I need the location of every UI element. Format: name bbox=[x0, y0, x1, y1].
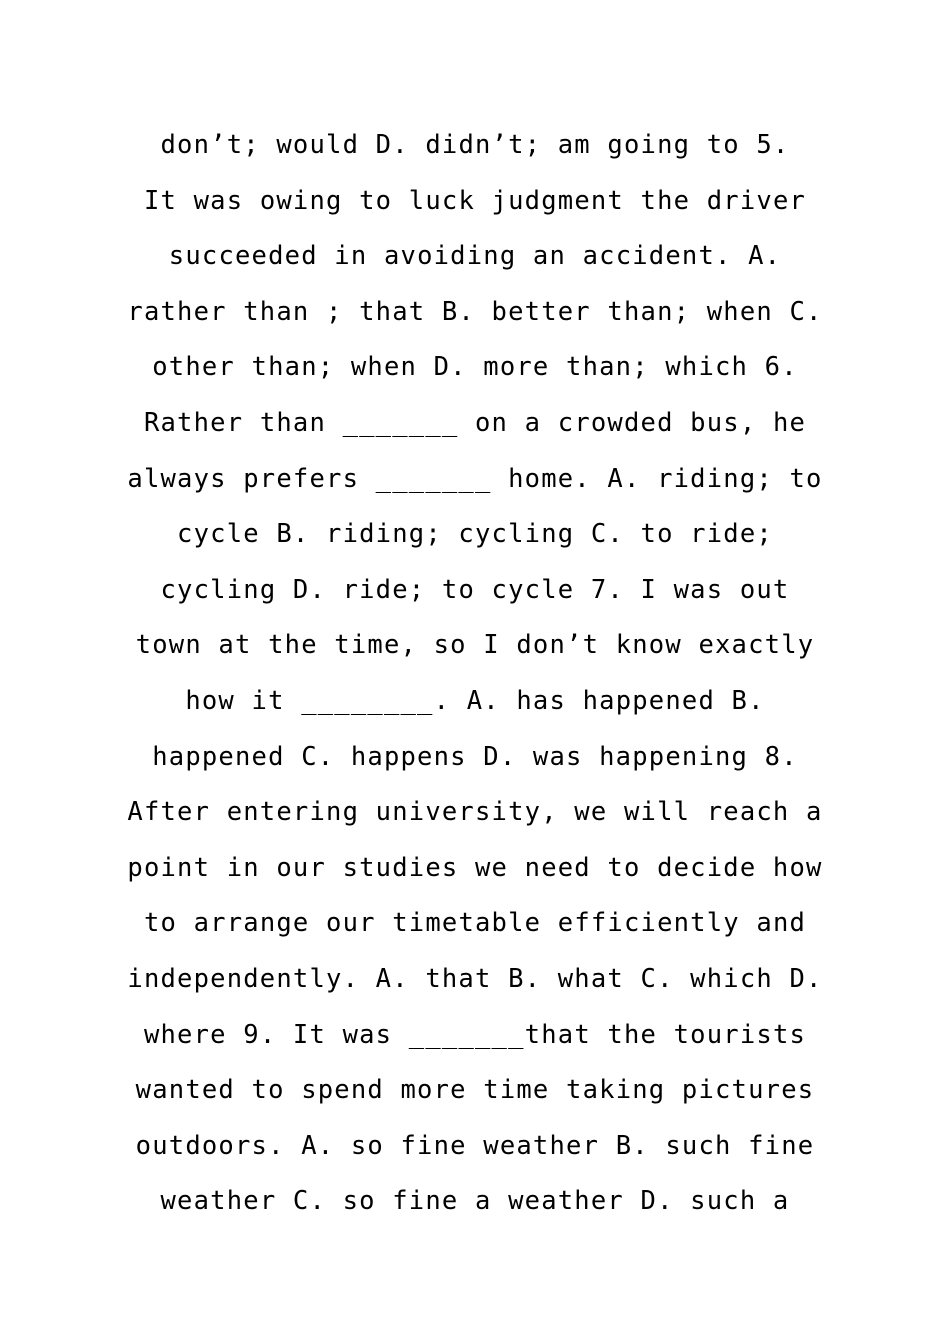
text-line: rather than ; that B. better than; when C. bbox=[127, 296, 823, 327]
text-line: outdoors. A. so fine weather B. such fine bbox=[135, 1130, 815, 1161]
text-line: weather C. so fine a weather D. such a bbox=[160, 1186, 790, 1217]
text-line: where 9. It was _______that the tourists bbox=[143, 1019, 807, 1050]
document-text bbox=[120, 118, 830, 1230]
text-line: succeeded in avoiding an accident. A. bbox=[168, 241, 782, 272]
text-line: happened C. happens D. was happening 8. bbox=[152, 741, 798, 772]
text-line: how it ________. A. has happened B. bbox=[185, 685, 765, 716]
text-line: don’t; would D. didn’t; am going to 5. bbox=[160, 130, 790, 160]
text-line: It was owing to luck judgment the driver bbox=[143, 185, 807, 216]
text-line: cycle B. riding; cycling C. to ride; bbox=[177, 519, 773, 550]
text-line: independently. A. that B. what C. which D. bbox=[127, 963, 823, 994]
text-line: town at the time, so I don’t know exactly bbox=[135, 630, 815, 661]
text-line: point in our studies we need to decide how bbox=[127, 852, 823, 883]
text-line: other than; when D. more than; which 6. bbox=[152, 352, 798, 383]
text-line: wanted to spend more time taking pictures bbox=[135, 1075, 815, 1106]
text-line: After entering university, we will reach a bbox=[127, 797, 823, 828]
text-line: to arrange our timetable efficiently and bbox=[143, 908, 807, 939]
text-line: always prefers _______ home. A. riding; to bbox=[127, 463, 823, 494]
text-line: Rather than _______ on a crowded bus, he bbox=[143, 407, 807, 438]
text-line: cycling D. ride; to cycle 7. I was out bbox=[160, 574, 790, 605]
